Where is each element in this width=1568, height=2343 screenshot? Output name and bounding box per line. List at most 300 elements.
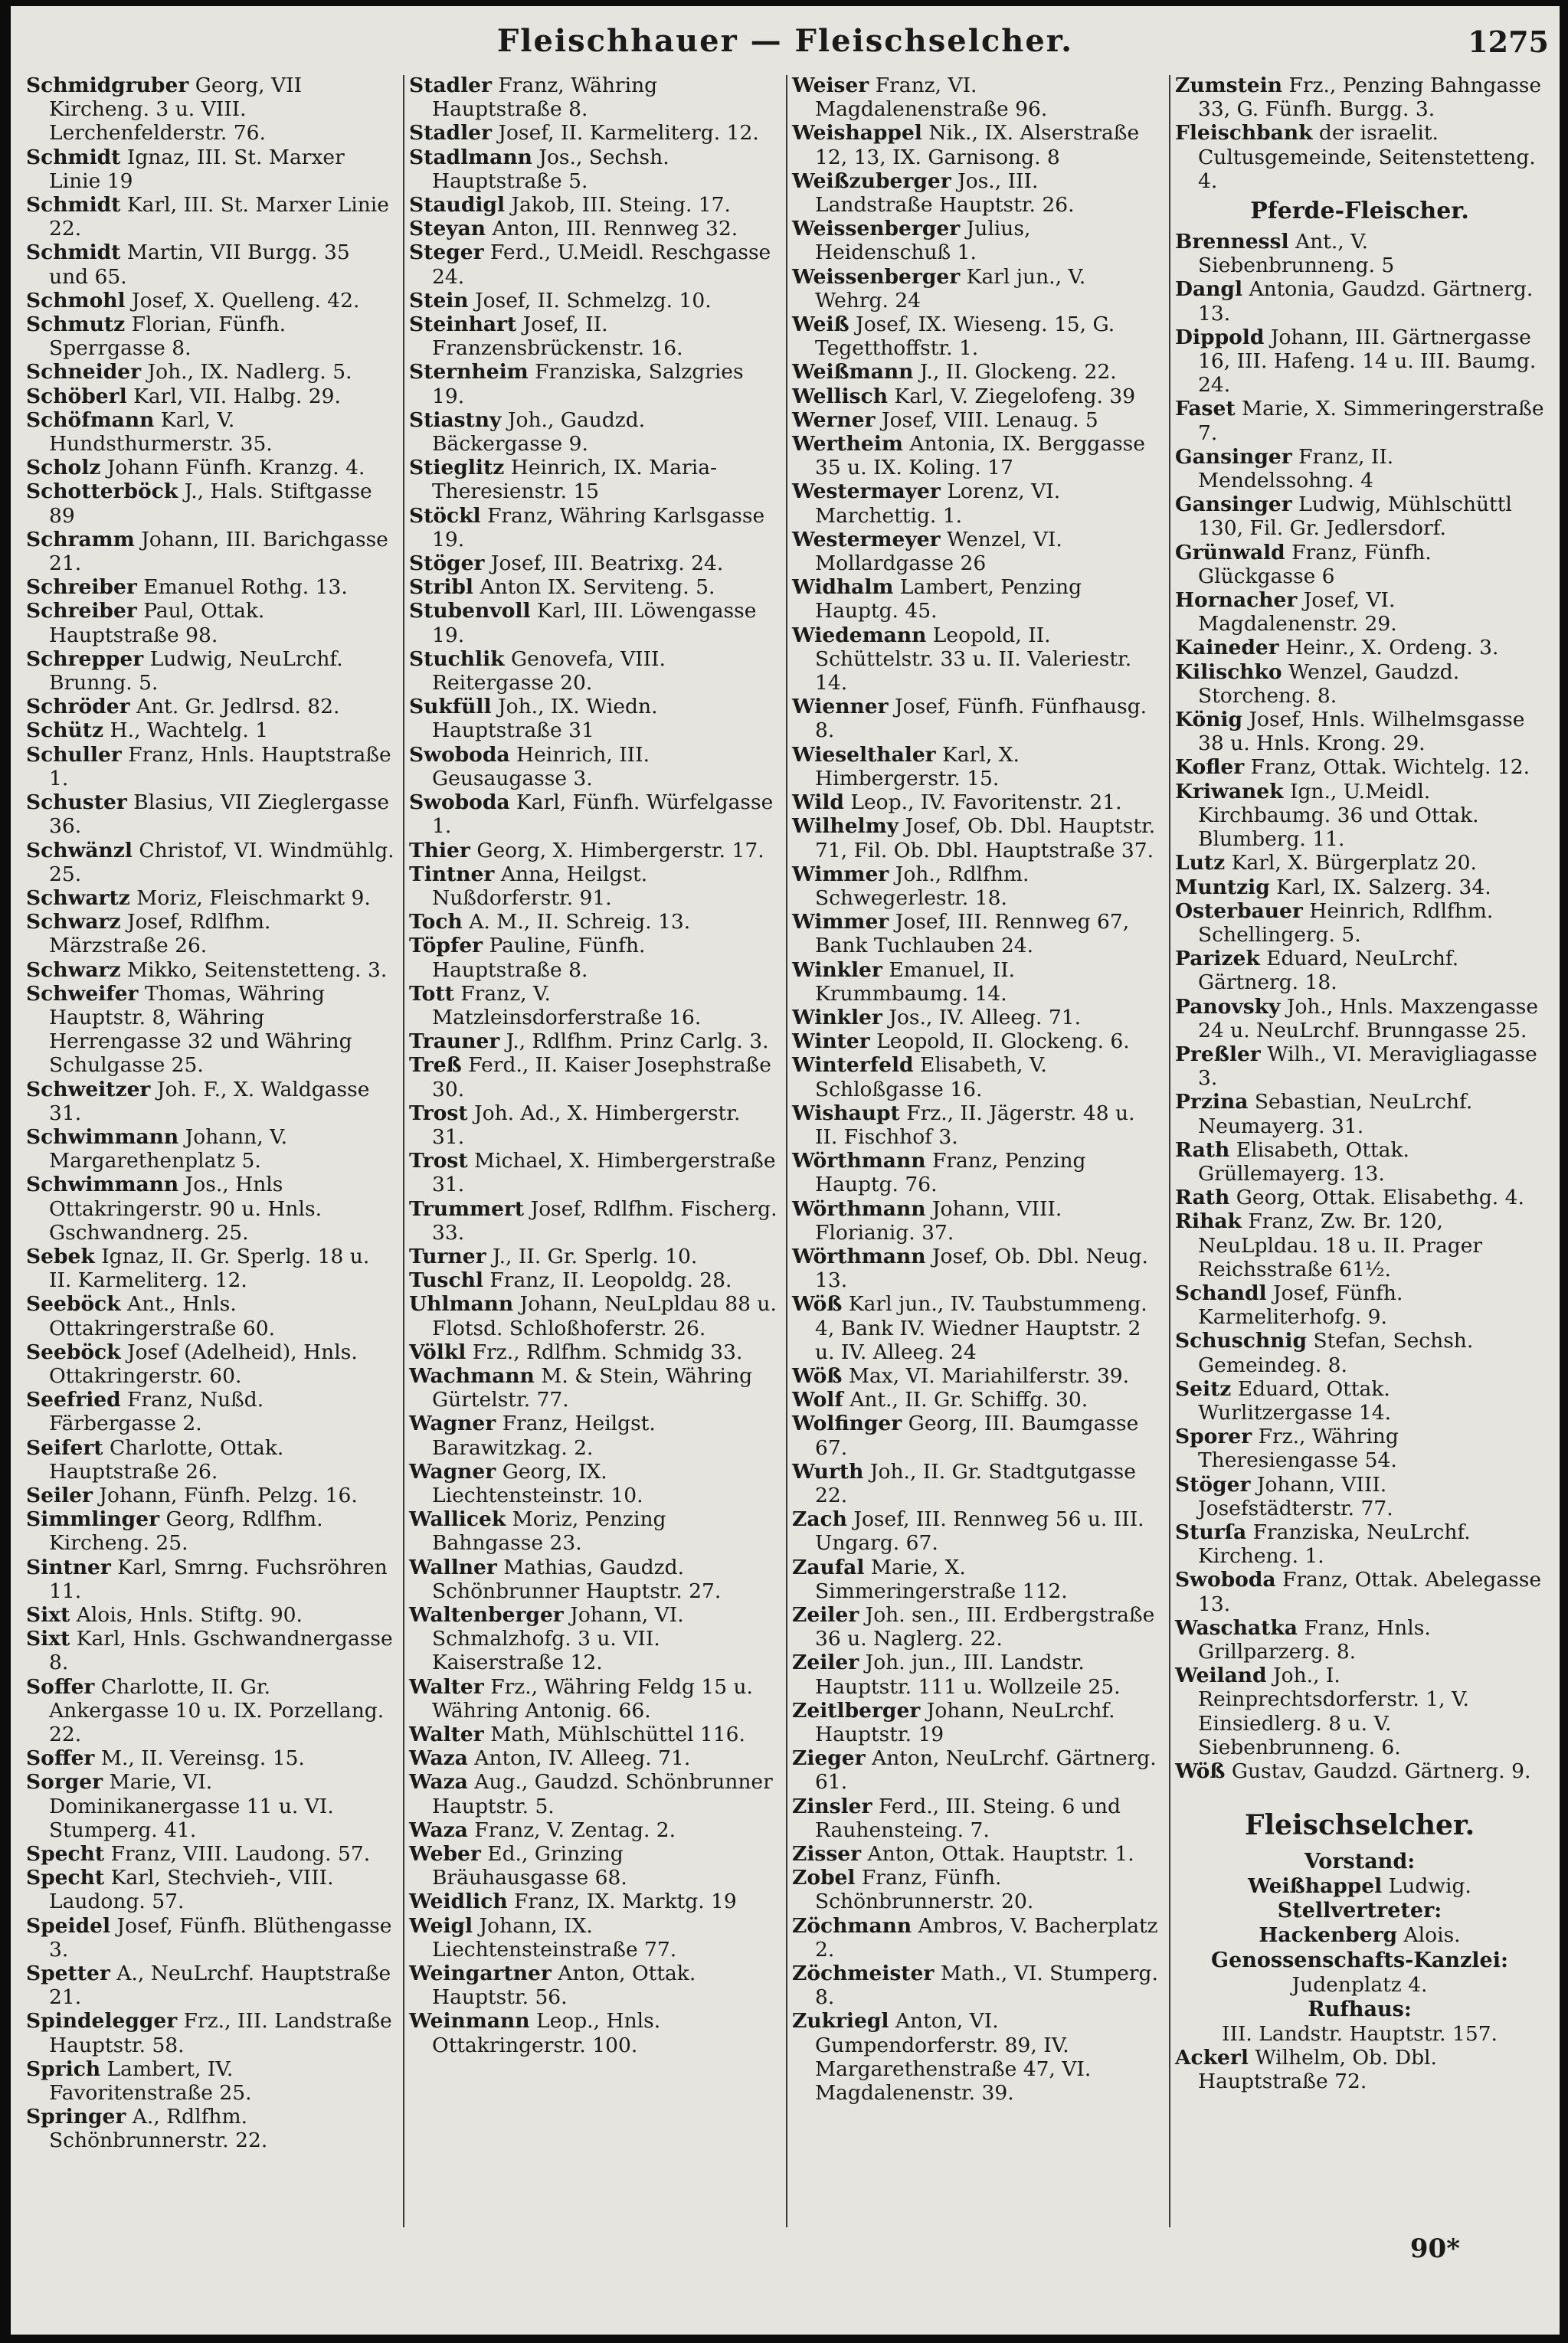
directory-entry [1175,875,1544,899]
entry-surname: Wellisch [792,384,888,408]
directory-entry [792,313,1161,360]
directory-entry [26,718,395,742]
entry-details: Frz., III. Landstraße Hauptstr. 58. [49,2009,392,2057]
directory-entry [1175,660,1544,708]
directory-entry [1175,121,1544,193]
entry-surname: Schneider [26,360,142,385]
directory-entry [792,1197,1161,1245]
entry-surname: Zöchmeister [792,1962,935,1986]
guild-info-line [1175,1973,1544,1997]
directory-entry [26,1436,395,1484]
entry-details: Karl, III. St. Marxer Linie 22. [49,193,389,241]
entry-surname: Dippold [1175,325,1265,349]
directory-entry [409,839,778,862]
entry-surname: Schramm [26,527,135,551]
directory-entry [792,479,1161,527]
entry-details: J., II. Glockeng. 22. [919,360,1117,385]
entry-details: Frz., Währing Feldg 15 u. Währing Antonig. 66. [432,1674,753,1723]
entry-surname: Schmutz [26,313,126,337]
entry-details: Franz, VIII. Laudong. 57. [110,1842,371,1867]
entry-details: Franz, IX. Marktg. 19 [514,1890,737,1914]
entry-details: Anton IX. Serviteng. 5. [480,575,715,600]
directory-entry [792,1245,1161,1292]
directory-entry [792,958,1161,1006]
entry-surname: Zeitlberger [792,1698,921,1723]
directory-entry [409,1101,778,1149]
entry-surname: Stiastny [409,407,502,432]
entry-details: Marie, X. Simmeringerstraße 7. [1198,397,1544,445]
directory-entry [792,695,1161,742]
entry-details: Marie, X. Simmeringerstraße 112. [815,1555,1068,1603]
entry-details: Joh., I. Reinprechtsdorferstr. 1, V. Einsiedlerg. 8 u. V. Siebenbrunneng. 6. [1198,1664,1469,1759]
entry-details: Josef, Rdlfhm. Fischerg. 33. [432,1196,777,1245]
directory-entry [792,1746,1161,1794]
entry-details: M., II. Vereinsg. 15. [100,1746,305,1771]
entry-details: Franziska, Salzgries 19. [432,360,744,408]
entry-details: J., II. Gr. Sperlg. 10. [493,1244,698,1268]
directory-entry [1175,995,1544,1042]
entry-details: M. & Stein, Währing Gürtelstr. 77. [432,1363,753,1412]
entry-details: Georg, IX. Liechtensteinstr. 10. [432,1459,643,1507]
directory-entry [409,599,778,646]
directory-entry [1175,1090,1544,1137]
entry-surname: Dangl [1175,277,1243,302]
entry-surname: Osterbauer [1175,898,1303,923]
entry-details: Sebastian, NeuLrchf. Neumayerg. 31. [1198,1090,1473,1138]
entry-surname: Weishappel [792,121,922,146]
directory-entry [792,862,1161,910]
entry-details: Ambros, V. Bacherplatz 2. [815,1913,1158,1962]
entry-details: Stefan, Sechsh. Gemeindeg. 8. [1198,1329,1474,1377]
directory-entry [1175,1138,1544,1186]
guild-info-text: Judenplatz 4. [1291,1972,1428,1997]
entry-surname: Wörthmann [792,1149,926,1173]
entry-details: Karl, III. Löwengasse 19. [432,599,757,647]
entry-surname: Weber [409,1842,481,1867]
entry-surname: Sprich [26,2057,101,2081]
directory-entry [26,1292,395,1340]
entry-surname: Wörthmann [792,1196,926,1221]
directory-entry [409,1507,778,1555]
directory-entry [1175,947,1544,994]
entry-surname: Weinmann [409,2009,530,2034]
entry-details: Florian, Fünfh. Sperrgasse 8. [49,313,286,361]
directory-entry [1175,1329,1544,1376]
directory-entry [792,385,1161,408]
entry-surname: Stöger [409,551,485,576]
entry-details: Georg, Ottak. Elisabethg. 4. [1236,1186,1524,1210]
directory-entry [26,2105,395,2152]
directory-entry [409,456,778,503]
entry-details: Karl jun., V. Wehrg. 24 [815,264,1086,313]
entry-details: Heinrich, Rdlfhm. Schellingerg. 5. [1198,898,1494,947]
entry-details: Emanuel Rothg. 13. [143,575,348,600]
entry-surname: Schwimmann [26,1124,179,1149]
directory-entry [792,1460,1161,1507]
entry-surname: Przina [1175,1090,1249,1114]
entry-surname: Zieger [792,1746,866,1771]
directory-entry [1175,1568,1544,1615]
directory-entry [1175,1520,1544,1568]
entry-details: Leopold, II. Schüttelstr. 33 u. II. Valeriestr. 14. [815,623,1132,695]
directory-entry [1175,445,1544,492]
entry-surname: Rihak [1175,1209,1242,1234]
entry-surname: Steinhart [409,313,517,337]
directory-entry [409,982,778,1029]
directory-entry [792,408,1161,432]
entry-surname: Schotterböck [26,479,178,504]
entry-surname: Schandl [1175,1281,1267,1305]
directory-entry [792,1603,1161,1651]
entry-surname: Zeiler [792,1651,859,1675]
entry-surname: Weidlich [409,1890,508,1914]
directory-entry [409,1746,778,1770]
directory-entry [409,217,778,241]
directory-entry [792,1795,1161,1842]
entry-surname: Simmlinger [26,1507,160,1532]
directory-entry [1175,230,1544,277]
entry-details: Josef, III. Rennweg 67, Bank Tuchlauben 24. [815,910,1130,958]
directory-entry [1175,588,1544,636]
entry-surname: Steyan [409,217,486,241]
entry-surname: Stribl [409,575,474,600]
entry-details: Josef, Fünfh. Fünfhausg. 8. [815,695,1147,743]
entry-surname: Westermayer [792,479,941,504]
entry-surname: Weiß [792,313,849,337]
entry-details: Frz., Währing Theresiengasse 54. [1198,1425,1399,1473]
entry-details: der israelit. Cultusgemeinde, Seitenstetteng. 4. [1198,121,1536,193]
directory-entry [26,575,395,599]
entry-details: J., Rdlfhm. Prinz Carlg. 3. [506,1029,769,1054]
entry-details: Josef, II. Franzensbrückenstr. 16. [432,313,683,361]
entry-surname: Stöckl [409,503,481,528]
entry-surname: Wöß [1175,1759,1226,1784]
entry-details: Emanuel, II. Krummbaumg. 14. [815,957,1016,1006]
entry-details: Max, VI. Mariahilferstr. 39. [848,1363,1130,1388]
entry-details: H., Wachtelg. 1 [110,718,269,743]
entry-details: Johann, VI. Schmalzhofg. 3 u. VII. Kaiserstraße 12. [432,1603,684,1675]
entry-details: Josef, III. Rennweg 56 u. III. Ungarg. 67. [815,1507,1144,1556]
entry-details: Josef, IX. Wieseng. 15, G. Tegetthoffstr. 1. [815,313,1115,361]
entry-details: Christof, VI. Windmühlg. 25. [49,838,394,886]
entry-surname: Wagner [409,1412,496,1436]
directory-entry [26,1388,395,1435]
entry-details: Ed., Grinzing Bräuhausgasse 68. [432,1842,627,1890]
directory-page [11,6,1560,2335]
entry-surname: Weingartner [409,1962,552,1986]
entry-details: Leop., IV. Favoritenstr. 21. [850,790,1122,815]
entry-details: Karl, IX. Salzerg. 34. [1276,875,1491,899]
directory-entry [409,1962,778,2009]
entry-details: Franz, Zw. Br. 120, NeuLpldau. 18 u. II. Prager Reichsstraße 61½. [1198,1209,1483,1281]
directory-entry [1175,708,1544,755]
entry-details: Jos., Hnls Ottakringerstr. 90 u. Hnls. Gschwandnerg. 25. [49,1173,322,1245]
entry-surname: Töpfer [409,934,483,958]
directory-entry [792,790,1161,814]
entry-surname: Scholz [26,456,101,480]
entry-details: Franz, VI. Magdalenenstraße 96. [815,74,1048,122]
directory-entry [26,193,395,241]
directory-entry [792,623,1161,695]
directory-entry [26,1962,395,2009]
entry-details: Josef, Ob. Dbl. Hauptstr. 71, Fil. Ob. Dbl. Hauptstraße 37. [815,814,1156,862]
entry-surname: Weißmann [792,360,914,385]
entry-surname: Wolf [792,1388,843,1412]
directory-entry [1175,755,1544,779]
entry-surname: Staudigl [409,193,506,218]
guild-officer-surname: Weißhappel [1248,1874,1383,1899]
directory-entry [409,1364,778,1412]
entry-details: Joh. sen., III. Erdbergstraße 36 u. Naglerg. 22. [815,1603,1155,1651]
directory-entry [26,479,395,527]
entry-details: Leop., Hnls. Ottakringerstr. 100. [432,2009,661,2057]
directory-entry [792,1029,1161,1053]
entry-surname: Westermeyer [792,527,941,551]
directory-entry [1175,541,1544,588]
directory-entry [26,360,395,384]
entry-surname: Wörthmann [792,1244,926,1268]
directory-entry [26,1556,395,1603]
entry-details: J., Hals. Stiftgasse 89 [49,479,372,528]
directory-entry [792,74,1161,121]
entry-details: Michael, X. Himbergerstraße 31. [432,1149,776,1197]
directory-entry [26,1173,395,1245]
entry-details: Wenzel, Gaudzd. Storcheng. 8. [1198,659,1460,708]
directory-entry [792,360,1161,384]
directory-entry [1175,1186,1544,1209]
entry-surname: Winter [792,1029,870,1054]
entry-details: Karl, Fünfh. Würfelgasse 1. [432,790,774,839]
directory-entry [26,1484,395,1507]
entry-surname: Uhlmann [409,1292,514,1317]
directory-entry [792,814,1161,862]
guild-info-line [1175,2022,1544,2046]
entry-details: Elisabeth, Ottak. Grüllemayerg. 13. [1198,1137,1409,1186]
section-heading: Pferde-Fleischer. [1250,198,1469,225]
entry-surname: Schöberl [26,384,127,408]
entry-details: Franz, Nußd. Färbergasse 2. [49,1388,264,1436]
entry-surname: Schuschnig [1175,1329,1307,1353]
column-1 [21,74,400,2233]
entry-details: Ludwig, NeuLrchf. Brunng. 5. [49,646,343,695]
directory-entry [26,1603,395,1627]
entry-details: Joh., IX. Nadlerg. 5. [147,360,352,385]
directory-entry [409,360,778,407]
directory-entry [409,504,778,551]
entry-surname: Wurth [792,1459,864,1484]
entry-surname: Faset [1175,397,1236,421]
directory-entry [1175,851,1544,875]
entry-details: Gustav, Gaudzd. Gärtnerg. 9. [1231,1759,1531,1784]
entry-details: Joh. jun., III. Landstr. Hauptstr. 111 u. Wollzeile 25. [815,1651,1121,1699]
entry-details: Blasius, VII Zieglergasse 36. [49,790,390,839]
entry-details: Lorenz, VI. Marchettig. 1. [815,479,1061,528]
guild-info-line [1175,1923,1544,1947]
entry-surname: Sukfüll [409,695,492,719]
entry-surname: Rath [1175,1137,1230,1162]
entry-surname: Spindelegger [26,2009,178,2034]
entry-surname: Zach [792,1507,847,1532]
directory-entry [1175,1209,1544,1281]
entry-details: Anna, Heilgst. Nußdorferstr. 91. [432,862,648,910]
section-subheading: Rufhaus: [1308,1997,1412,2021]
entry-details: Marie, VI. Dominikanergasse 11 u. VI. Stumperg. 41. [49,1770,334,1842]
entry-surname: Seefried [26,1388,121,1412]
entry-details: Karl, Smrng. Fuchsröhren 11. [49,1555,388,1603]
entry-details: Joh. Ad., X. Himbergerstr. 31. [432,1101,741,1149]
directory-entry [26,1675,395,1747]
entry-details: Josef, VI. Magdalenenstr. 29. [1198,588,1397,636]
directory-entry [26,886,395,910]
entry-details: Franz, Fünfh. Schönbrunnerstr. 20. [815,1866,1034,1914]
entry-surname: Schöfmann [26,407,155,432]
entry-details: Ant. Gr. Jedlrsd. 82. [136,695,340,719]
entry-details: Wilhelm, Ob. Dbl. Hauptstraße 72. [1198,2046,1437,2094]
directory-entry [409,790,778,838]
entry-surname: Waltenberger [409,1603,564,1627]
directory-entry [792,1364,1161,1388]
entry-surname: Schwänzl [26,838,133,862]
entry-surname: Seifert [26,1435,103,1460]
entry-details: Joh., Gaudzd. Bäckergasse 9. [432,407,646,456]
guild-info-text: III. Landstr. Hauptstr. 157. [1222,2021,1498,2046]
entry-details: Ignaz, III. St. Marxer Linie 19 [49,145,345,193]
entry-details: Johann, Fünfh. Pelzg. 16. [99,1483,358,1507]
entry-details: Leopold, II. Glockeng. 6. [876,1029,1130,1054]
entry-details: Karl, Stechvieh-, VIII. Laudong. 57. [49,1866,334,1914]
entry-surname: Walter [409,1674,484,1699]
entry-details: Joh., Hnls. Maxzengasse 24 u. NeuLrchf. Brunngasse 25. [1198,994,1539,1042]
entry-surname: Stadler [409,121,492,146]
entry-surname: Schmidt [26,193,121,218]
directory-entry [26,146,395,193]
directory-entry [26,839,395,886]
entry-surname: Parizek [1175,947,1260,971]
entry-details: A. M., II. Schreig. 13. [469,910,691,934]
directory-entry [26,2057,395,2105]
entry-surname: Wishaupt [792,1101,900,1125]
directory-entry [409,2009,778,2057]
entry-surname: Swoboda [409,790,510,815]
entry-surname: Sixt [26,1603,70,1627]
directory-entry [26,1507,395,1555]
directory-entry [1175,326,1544,398]
entry-details: Franz, V. Matzleinsdorferstraße 16. [432,981,702,1029]
entry-surname: Schreiber [26,599,137,623]
directory-entry [409,121,778,145]
directory-entry [26,958,395,982]
entry-details: Johann, III. Barichgasse 21. [49,527,388,576]
entry-surname: Weigl [409,1913,473,1938]
entry-details: Georg, X. Himbergerstr. 17. [476,838,764,862]
entry-surname: Wilhelmy [792,814,899,839]
entry-details: Karl, Hnls. Gschwandnergasse 8. [49,1627,393,1675]
entry-surname: Springer [26,2105,126,2129]
directory-entry [409,1890,778,1913]
entry-surname: Kofler [1175,755,1245,780]
directory-entry [409,1029,778,1053]
directory-entry [26,456,395,479]
entry-surname: Zukriegl [792,2009,889,2034]
entry-details: Frz., Rdlfhm. Schmidg 33. [472,1340,743,1364]
entry-details: Joh., Rdlfhm. Schwegerlestr. 18. [815,862,1030,910]
directory-entry [1175,2046,1544,2093]
entry-details: Martin, VII Burgg. 35 und 65. [49,241,350,289]
entry-surname: Speidel [26,1913,111,1938]
entry-surname: Schweifer [26,981,139,1006]
entry-details: Heinrich, IX. Maria-Theresienstr. 15 [432,456,717,504]
directory-entry [792,432,1161,479]
entry-surname: Sturſa [1175,1520,1247,1544]
entry-surname: Schwarz [26,957,121,982]
entry-surname: Winkler [792,957,882,982]
entry-surname: Zisser [792,1842,862,1867]
directory-entry [792,575,1161,623]
entry-details: Franz, V. Zentag. 2. [474,1818,676,1842]
directory-entry [409,1842,778,1890]
entry-details: Josef, Rdlfhm. Märzstraße 26. [49,910,271,958]
entry-details: Frz., II. Jägerstr. 48 u. II. Fischhof 3. [815,1101,1135,1149]
entry-details: Julius, Heidenschuß 1. [815,217,1031,265]
entry-details: Jos., Sechsh. Hauptstraße 5. [432,145,669,193]
directory-entry [1175,1425,1544,1472]
section-subheading: Genossenschafts-Kanzlei: [1211,1948,1508,1972]
entry-details: Ant., II. Gr. Schiffg. 30. [849,1388,1088,1412]
entry-surname: Sebek [26,1244,95,1268]
entry-surname: Specht [26,1866,105,1890]
directory-entry [409,241,778,288]
guild-info-text: Ludwig. [1388,1874,1471,1899]
entry-details: Wilh., VI. Meravigliagasse 3. [1198,1042,1537,1091]
entry-surname: Walter [409,1723,484,1747]
entry-details: Josef, Fünfh. Blüthengasse 3. [49,1913,392,1962]
directory-entry [409,1770,778,1818]
directory-entry [26,408,395,456]
entry-details: Mikko, Seitenstetteng. 3. [126,957,388,982]
entry-surname: Wöß [792,1363,843,1388]
directory-entry [409,1292,778,1340]
signature-mark: 90* [1409,2233,1460,2264]
directory-entry [792,1914,1161,1962]
entry-surname: Rath [1175,1186,1230,1210]
entry-details: Antonia, Gaudzd. Gärtnerg. 13. [1198,277,1534,326]
directory-entry [409,1053,778,1101]
entry-surname: Turner [409,1244,486,1268]
directory-entry [409,1412,778,1459]
entry-details: Franziska, NeuLrchf. Kircheng. 1. [1198,1520,1471,1569]
directory-entry [26,1842,395,1866]
entry-surname: Wallicek [409,1507,506,1532]
entry-surname: Schreiber [26,575,137,600]
directory-entry [1175,1616,1544,1664]
entry-details: Josef, Fünfh. Karmeliterhofg. 9. [1198,1281,1403,1330]
entry-details: Jos., III. Landstraße Hauptstr. 26. [815,169,1075,218]
entry-surname: Zinsler [792,1794,872,1818]
entry-details: Genovefa, VIII. Reitergasse 20. [432,646,666,695]
entry-details: Ant., V. Siebenbrunneng. 5 [1198,230,1395,278]
directory-entry [409,1675,778,1723]
directory-columns [21,74,1552,2233]
entry-details: Heinr., X. Ordeng. 3. [1285,636,1499,660]
entry-surname: Soffer [26,1674,95,1699]
directory-entry [792,1053,1161,1101]
directory-entry [409,1723,778,1746]
entry-details: Josef (Adelheid), Hnls. Ottakringerstr. 60. [49,1340,358,1388]
entry-details: Joh., IX. Wiedn. Hauptstraße 31 [432,695,658,743]
entry-details: Jos., IV. Alleeg. 71. [889,1005,1082,1029]
entry-surname: Trost [409,1101,468,1125]
entry-surname: Waza [409,1746,468,1771]
